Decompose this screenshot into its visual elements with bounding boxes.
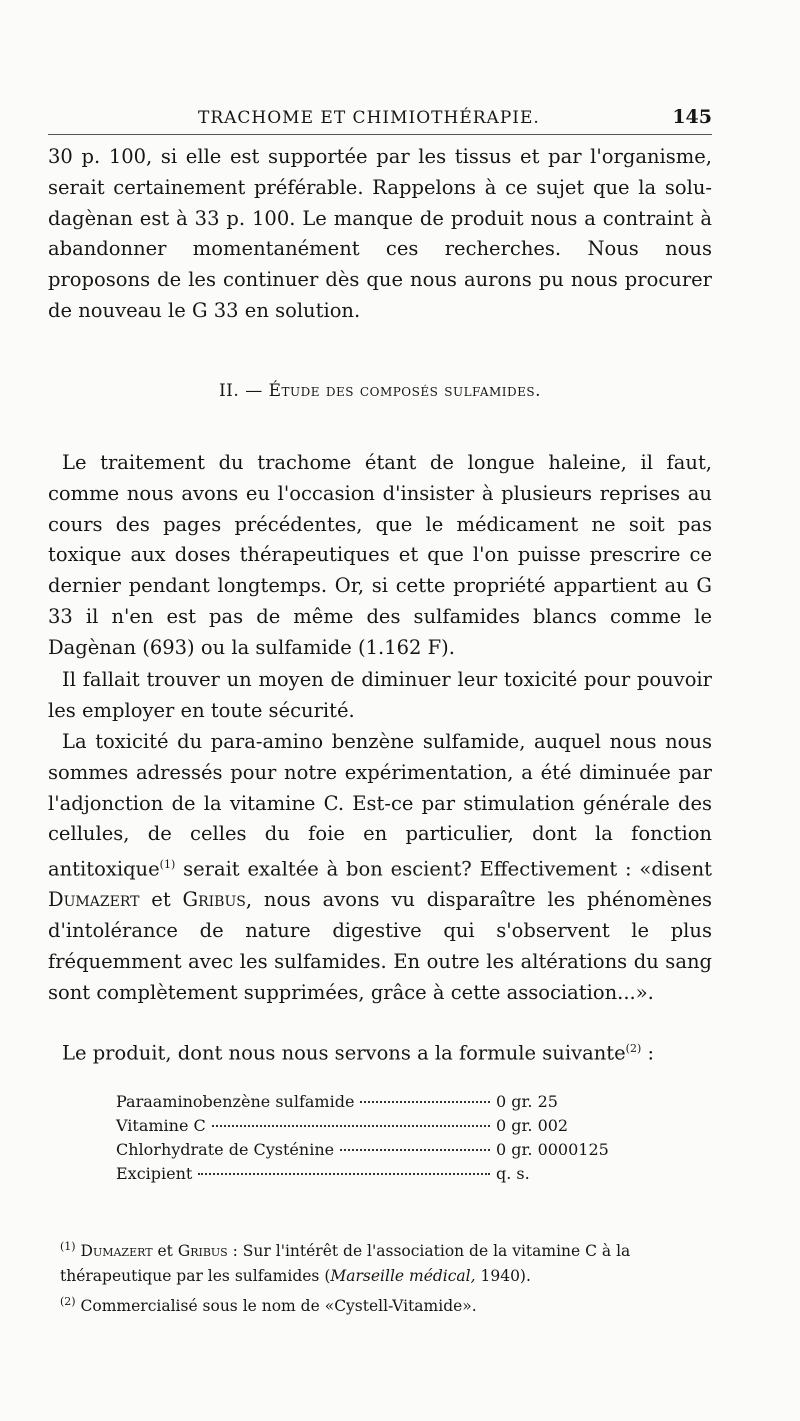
footnotes: [60, 1234, 730, 1319]
paragraph-text: , nous avons vu disparaître les phénomènes d'intolérance de nature digestive qui s'observent le plus fréquemment avec les sulfamides. En outre les altérations du sang sont complètement supprimées, grâce à cette association...».: [48, 888, 712, 1004]
leader-dots: [360, 1101, 490, 1103]
running-title: TRACHOME ET CHIMIOTHÉRAPIE.: [198, 108, 540, 128]
author-name: Gribus: [177, 1242, 228, 1261]
footnote-mark: (1): [60, 1240, 76, 1253]
author-name: Gribus: [182, 888, 246, 912]
paragraph-text: La toxicité du para-amino benzène sulfamide, auquel nous nous sommes adressés pour notre expérimentation, a été diminuée par l'adjonction de la vitamine C. Est-ce par stimulation générale des cellules, de celles du foie en particulier, dont la fonction antitoxique: [48, 730, 712, 881]
ingredient-name: Paraaminobenzène sulfamide: [116, 1092, 355, 1111]
formula-row: [116, 1092, 596, 1116]
paragraph-text: Le produit, dont nous nous servons a la formule suivante: [62, 1041, 626, 1065]
footnote-1: [60, 1234, 730, 1289]
ingredient-quantity: 0 gr. 002: [496, 1116, 569, 1135]
paragraph-text: serait exaltée à bon escient? Effectivement : «disent: [175, 857, 712, 881]
section-title: Étude des composés sulfamides.: [268, 381, 542, 401]
footnote-mark: (2): [60, 1295, 76, 1309]
ingredient-name: Excipient: [116, 1164, 193, 1183]
paragraph-continuation: 30 p. 100, si elle est supportée par les tissus et par l'organisme, serait certainement préférable. Rappelons à ce sujet que la solu-dagènan est à 33 p. 100. Le manque de produit nous a contraint à abandonner momentanément ces recherches. Nous nous proposons de les continuer dès que nous aurons pu nous procurer de nouveau le G 33 en solution.: [48, 145, 712, 322]
formula-table: [116, 1092, 609, 1188]
ingredient-quantity: 0 gr. 0000125: [496, 1140, 609, 1159]
leader-dots: [340, 1149, 490, 1151]
ingredient-name: Chlorhydrate de Cysténine: [116, 1140, 335, 1159]
section-number: II. —: [218, 381, 263, 401]
author-name: Dumazert: [48, 888, 140, 912]
conjunction: et: [152, 1242, 178, 1261]
footnote-text: : Sur l'intérêt de l'association de la vitamine C à la thérapeutique par les sulfamides (: [60, 1242, 631, 1286]
journal-title: Marseille médical,: [330, 1267, 476, 1286]
footnote-2: [60, 1289, 730, 1319]
footnote-ref-1: (1): [159, 858, 176, 872]
ingredient-quantity: 0 gr. 25: [496, 1092, 558, 1111]
leader-dots: [212, 1125, 490, 1127]
formula-row: [116, 1116, 596, 1140]
formula-row: [116, 1140, 609, 1164]
footnote-year: 1940).: [475, 1267, 531, 1286]
ingredient-name: Vitamine C: [116, 1116, 206, 1135]
author-name: Dumazert: [80, 1242, 153, 1261]
running-header: [48, 104, 712, 135]
paragraph-vitamin-c: [48, 727, 712, 1009]
paragraph-treatment: Le traitement du trachome étant de longue haleine, il faut, comme nous avons eu l'occasion d'insister à plusieurs reprises au cours des pages précédentes, que le médicament ne soit pas toxique aux doses thérapeutiques et que l'on puisse prescrire ce dernier pendant longtemps. Or, si cette propriété appartient au G 33 il n'en est pas de même des sulfamides blancs comme le Dagènan (693) ou la sulfamide (1.162 F).: [48, 451, 712, 659]
formula-row: [116, 1164, 596, 1188]
paragraph-text: :: [641, 1041, 655, 1065]
paragraph-toxicity: Il fallait trouver un moyen de diminuer leur toxicité pour pouvoir les employer en toute sécurité.: [48, 668, 712, 722]
conjunction: et: [139, 888, 183, 912]
footnote-ref-2: (2): [625, 1042, 642, 1055]
ingredient-quantity: q. s.: [496, 1164, 530, 1183]
leader-dots: [198, 1173, 490, 1175]
section-heading: [48, 381, 712, 401]
paragraph-formula-intro: [48, 1034, 712, 1069]
footnote-text: Commercialisé sous le nom de «Cystell-Vitamide».: [75, 1297, 477, 1316]
page-number: 145: [672, 106, 712, 128]
